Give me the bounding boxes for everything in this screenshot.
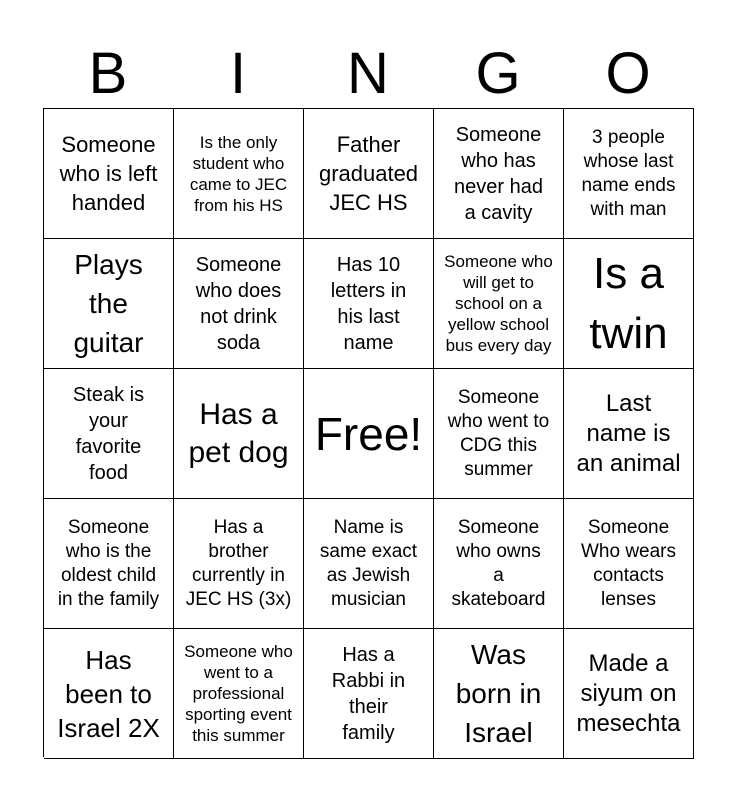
header-letter-n: N	[347, 41, 389, 106]
bingo-cell-5-1[interactable]	[44, 629, 174, 759]
cell-text: Someone who is the oldest child in the family	[57, 516, 160, 610]
bingo-cell-3-4[interactable]	[434, 369, 564, 499]
bingo-cell-4-4[interactable]	[434, 499, 564, 629]
bingo-cell-3-2[interactable]	[174, 369, 304, 499]
bingo-cell-2-2[interactable]	[174, 239, 304, 369]
header-letter-b: B	[88, 41, 128, 106]
bingo-cell-5-2[interactable]	[174, 629, 304, 759]
cell-text: Someone who went to a professional sporting event this summer	[184, 642, 293, 745]
cell-text: Was born in Israel	[455, 639, 542, 748]
cell-text: Steak is your favorite food	[72, 383, 145, 484]
bingo-cell-1-2[interactable]	[174, 109, 304, 239]
bingo-cell-1-1[interactable]	[44, 109, 174, 239]
cell-text: Plays the guitar	[73, 249, 144, 358]
cell-text: Someone who went to CDG this summer	[447, 386, 550, 480]
cell-text: Someone who will get to school on a yellow school bus every day	[444, 252, 553, 355]
cell-text: Someone who does not drink soda	[195, 253, 282, 354]
bingo-cell-5-5[interactable]	[564, 629, 694, 759]
cell-text: Has 10 letters in his last name	[330, 253, 407, 354]
bingo-cell-3-3[interactable]	[304, 369, 434, 499]
cell-text: 3 people whose last name ends with man	[581, 126, 676, 220]
bingo-cell-1-3[interactable]	[304, 109, 434, 239]
cell-text: Last name is an animal	[576, 389, 681, 477]
cell-text: Is a twin	[589, 248, 668, 358]
header-letter-g: G	[475, 41, 521, 106]
cell-text: Made a siyum on mesechta	[576, 649, 681, 737]
cell-text: Name is same exact as Jewish musician	[319, 516, 418, 610]
bingo-cell-4-1[interactable]	[44, 499, 174, 629]
bingo-cell-5-4[interactable]	[434, 629, 564, 759]
header-letter-i: I	[229, 41, 247, 106]
bingo-cell-1-5[interactable]	[564, 109, 694, 239]
cell-text: Is the only student who came to JEC from his HS	[189, 132, 288, 215]
cell-text: Has a brother currently in JEC HS (3x)	[185, 516, 292, 610]
cell-text: Has been to Israel 2X	[57, 644, 160, 743]
bingo-cell-1-4[interactable]	[434, 109, 564, 239]
cell-text: Someone who is left handed	[59, 132, 158, 215]
bingo-cell-2-3[interactable]	[304, 239, 434, 369]
cell-text: Has a pet dog	[188, 397, 289, 469]
cell-text: Someone Who wears contacts lenses	[580, 516, 677, 610]
cell-text: Has a Rabbi in their family	[331, 643, 406, 744]
bingo-cell-3-1[interactable]	[44, 369, 174, 499]
bingo-cell-4-5[interactable]	[564, 499, 694, 629]
cell-text: Free!	[314, 407, 423, 460]
cell-text: Father graduated JEC HS	[318, 132, 419, 215]
bingo-cell-4-3[interactable]	[304, 499, 434, 629]
header-letter-o: O	[605, 41, 651, 106]
bingo-cell-2-4[interactable]	[434, 239, 564, 369]
cell-text: Someone who has never had a cavity	[454, 123, 543, 224]
bingo-cell-4-2[interactable]	[174, 499, 304, 629]
bingo-cell-3-5[interactable]	[564, 369, 694, 499]
bingo-cell-2-5[interactable]	[564, 239, 694, 369]
bingo-cell-5-3[interactable]	[304, 629, 434, 759]
bingo-header	[43, 40, 693, 108]
cell-text: Someone who owns a skateboard	[451, 516, 546, 610]
bingo-grid	[43, 108, 694, 757]
bingo-cell-2-1[interactable]	[44, 239, 174, 369]
